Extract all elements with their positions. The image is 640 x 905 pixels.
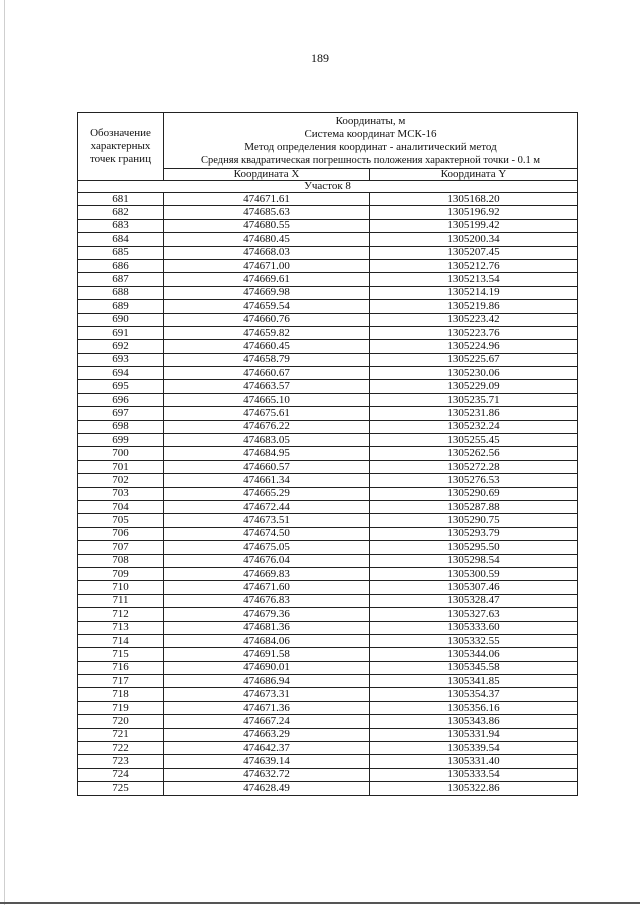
table-row: [78, 206, 578, 219]
table-row: [78, 648, 578, 661]
point-number-cell: 696: [78, 393, 164, 406]
table-row: [78, 313, 578, 326]
point-number-cell: 701: [78, 460, 164, 473]
header-left-line: Обозначение: [90, 127, 151, 139]
coordinate-y-cell: 1305341.85: [370, 675, 578, 688]
coordinate-x-cell: 474679.36: [164, 608, 370, 621]
table-row: [78, 447, 578, 460]
coordinate-x-cell: 474671.61: [164, 193, 370, 206]
coordinate-y-cell: 1305213.54: [370, 273, 578, 286]
page-number: 189: [311, 51, 329, 65]
coordinate-x-cell: 474663.29: [164, 728, 370, 741]
coordinate-y-cell: 1305207.45: [370, 246, 578, 259]
point-number-cell: 687: [78, 273, 164, 286]
table-row: [78, 701, 578, 714]
coordinate-y-cell: 1305298.54: [370, 554, 578, 567]
coordinate-x-cell: 474675.61: [164, 407, 370, 420]
coordinate-y-cell: 1305332.55: [370, 634, 578, 647]
coordinate-y-cell: 1305232.24: [370, 420, 578, 433]
point-number-cell: 707: [78, 541, 164, 554]
point-number-cell: 685: [78, 246, 164, 259]
table-row: [78, 219, 578, 232]
coordinate-y-cell: 1305328.47: [370, 594, 578, 607]
table-row: [78, 782, 578, 795]
coordinate-y-cell: 1305168.20: [370, 193, 578, 206]
point-number-cell: 691: [78, 326, 164, 339]
coordinate-x-cell: 474671.00: [164, 259, 370, 272]
point-number-cell: 703: [78, 487, 164, 500]
coordinate-y-cell: 1305200.34: [370, 233, 578, 246]
coordinate-x-cell: 474639.14: [164, 755, 370, 768]
coordinate-x-cell: 474668.03: [164, 246, 370, 259]
coordinate-x-cell: 474671.36: [164, 701, 370, 714]
coordinate-y-cell: 1305272.28: [370, 460, 578, 473]
coordinate-x-cell: 474683.05: [164, 434, 370, 447]
coordinate-x-cell: 474681.36: [164, 621, 370, 634]
coordinate-y-cell: 1305333.54: [370, 768, 578, 781]
point-number-cell: 700: [78, 447, 164, 460]
coordinate-y-cell: 1305255.45: [370, 434, 578, 447]
table-row: [78, 581, 578, 594]
coordinate-y-cell: 1305235.71: [370, 393, 578, 406]
point-number-cell: 694: [78, 367, 164, 380]
point-number-cell: 723: [78, 755, 164, 768]
coordinate-y-cell: 1305339.54: [370, 742, 578, 755]
coordinate-x-cell: 474690.01: [164, 661, 370, 674]
coordinate-y-cell: 1305300.59: [370, 567, 578, 580]
table-header-row: [78, 113, 578, 169]
coordinate-y-cell: 1305327.63: [370, 608, 578, 621]
coordinate-y-cell: 1305331.94: [370, 728, 578, 741]
table-row: [78, 407, 578, 420]
table-row: [78, 567, 578, 580]
point-number-cell: 686: [78, 259, 164, 272]
point-number-cell: 702: [78, 474, 164, 487]
table-row: [78, 233, 578, 246]
coordinate-x-cell: 474660.76: [164, 313, 370, 326]
coordinate-x-cell: 474661.34: [164, 474, 370, 487]
table-row: [78, 300, 578, 313]
table-row: [78, 193, 578, 206]
section-row: [78, 181, 578, 193]
coordinate-y-cell: 1305343.86: [370, 715, 578, 728]
coordinate-y-header: Координата Y: [370, 169, 578, 181]
point-number-cell: 721: [78, 728, 164, 741]
table-row: [78, 420, 578, 433]
coordinate-x-cell: 474667.24: [164, 715, 370, 728]
coordinate-y-cell: 1305307.46: [370, 581, 578, 594]
coordinate-y-cell: 1305199.42: [370, 219, 578, 232]
coordinate-x-cell: 474673.31: [164, 688, 370, 701]
coordinate-x-cell: 474674.50: [164, 527, 370, 540]
coordinate-x-cell: 474671.60: [164, 581, 370, 594]
table-row: [78, 621, 578, 634]
coordinate-y-cell: 1305223.42: [370, 313, 578, 326]
point-number-cell: 688: [78, 286, 164, 299]
point-number-cell: 693: [78, 353, 164, 366]
point-number-cell: 697: [78, 407, 164, 420]
point-number-cell: 684: [78, 233, 164, 246]
coordinate-x-cell: 474676.04: [164, 554, 370, 567]
point-number-cell: 706: [78, 527, 164, 540]
table-row: [78, 434, 578, 447]
point-number-cell: 725: [78, 782, 164, 795]
coordinate-y-cell: 1305344.06: [370, 648, 578, 661]
point-number-cell: 690: [78, 313, 164, 326]
coordinate-y-cell: 1305262.56: [370, 447, 578, 460]
point-number-cell: 713: [78, 621, 164, 634]
page-bottom-edge: [0, 902, 640, 904]
coordinate-y-cell: 1305293.79: [370, 527, 578, 540]
point-number-cell: 695: [78, 380, 164, 393]
coordinate-x-cell: 474676.83: [164, 594, 370, 607]
point-number-cell: 689: [78, 300, 164, 313]
coordinate-x-cell: 474669.61: [164, 273, 370, 286]
point-number-cell: 718: [78, 688, 164, 701]
table-row: [78, 273, 578, 286]
point-number-cell: 708: [78, 554, 164, 567]
point-number-cell: 722: [78, 742, 164, 755]
coordinate-x-cell: 474642.37: [164, 742, 370, 755]
coordinate-x-cell: 474660.67: [164, 367, 370, 380]
page-edge-line: [4, 0, 5, 905]
coordinate-x-cell: 474658.79: [164, 353, 370, 366]
table-row: [78, 768, 578, 781]
table-row: [78, 661, 578, 674]
header-right-line: Метод определения координат - аналитический метод: [244, 140, 497, 153]
coordinate-x-cell: 474672.44: [164, 500, 370, 513]
table-row: [78, 594, 578, 607]
coordinate-x-cell: 474628.49: [164, 782, 370, 795]
coordinate-y-cell: 1305212.76: [370, 259, 578, 272]
coordinate-y-cell: 1305290.75: [370, 514, 578, 527]
point-designation-header: [78, 113, 164, 181]
point-number-cell: 698: [78, 420, 164, 433]
table-row: [78, 541, 578, 554]
coordinates-table: [77, 112, 578, 796]
coordinate-y-cell: 1305229.09: [370, 380, 578, 393]
header-left-line: характерных: [90, 140, 151, 152]
point-number-cell: 715: [78, 648, 164, 661]
table-row: [78, 608, 578, 621]
table-row: [78, 514, 578, 527]
table-row: [78, 742, 578, 755]
point-number-cell: 699: [78, 434, 164, 447]
table-row: [78, 474, 578, 487]
coordinate-x-cell: 474665.29: [164, 487, 370, 500]
coordinate-x-cell: 474659.82: [164, 326, 370, 339]
coordinate-x-cell: 474669.98: [164, 286, 370, 299]
point-number-cell: 692: [78, 340, 164, 353]
coordinate-y-cell: 1305224.96: [370, 340, 578, 353]
header-right-line: Координаты, м: [335, 114, 406, 127]
coordinate-x-cell: 474676.22: [164, 420, 370, 433]
coordinate-y-cell: 1305287.88: [370, 500, 578, 513]
table-row: [78, 715, 578, 728]
coordinate-y-cell: 1305214.19: [370, 286, 578, 299]
table-row: [78, 675, 578, 688]
table-row: [78, 487, 578, 500]
coordinate-x-cell: 474680.45: [164, 233, 370, 246]
coordinate-y-cell: 1305356.16: [370, 701, 578, 714]
coordinate-y-cell: 1305295.50: [370, 541, 578, 554]
coordinate-x-cell: 474632.72: [164, 768, 370, 781]
table-row: [78, 286, 578, 299]
header-left-line: точек границ: [90, 153, 151, 165]
coordinate-y-cell: 1305231.86: [370, 407, 578, 420]
point-number-cell: 704: [78, 500, 164, 513]
point-number-cell: 709: [78, 567, 164, 580]
coordinate-x-cell: 474659.54: [164, 300, 370, 313]
table-row: [78, 340, 578, 353]
table-row: [78, 380, 578, 393]
table-row: [78, 246, 578, 259]
point-number-cell: 682: [78, 206, 164, 219]
point-number-cell: 717: [78, 675, 164, 688]
point-number-cell: 710: [78, 581, 164, 594]
coordinate-x-header: Координата X: [164, 169, 370, 181]
coordinate-x-cell: 474684.95: [164, 447, 370, 460]
table-row: [78, 755, 578, 768]
coordinate-x-cell: 474685.63: [164, 206, 370, 219]
coordinate-y-cell: 1305290.69: [370, 487, 578, 500]
point-number-cell: 724: [78, 768, 164, 781]
table-row: [78, 634, 578, 647]
header-right-line: Средняя квадратическая погрешность положения характерной точки - 0.1 м: [201, 154, 540, 166]
coordinate-x-cell: 474680.55: [164, 219, 370, 232]
coordinate-x-cell: 474669.83: [164, 567, 370, 580]
coordinate-y-cell: 1305331.40: [370, 755, 578, 768]
coordinate-y-cell: 1305223.76: [370, 326, 578, 339]
point-number-cell: 716: [78, 661, 164, 674]
coordinate-y-cell: 1305322.86: [370, 782, 578, 795]
coordinate-x-cell: 474665.10: [164, 393, 370, 406]
coordinate-x-cell: 474691.58: [164, 648, 370, 661]
point-number-cell: 712: [78, 608, 164, 621]
point-number-cell: 720: [78, 715, 164, 728]
coordinate-y-cell: 1305276.53: [370, 474, 578, 487]
coordinate-y-cell: 1305225.67: [370, 353, 578, 366]
coordinate-x-cell: 474686.94: [164, 675, 370, 688]
table-row: [78, 393, 578, 406]
point-number-cell: 714: [78, 634, 164, 647]
coordinate-y-cell: 1305333.60: [370, 621, 578, 634]
coordinate-x-cell: 474673.51: [164, 514, 370, 527]
table-row: [78, 460, 578, 473]
point-number-cell: 705: [78, 514, 164, 527]
header-right-line: Система координат МСК-16: [304, 127, 437, 140]
coordinate-x-cell: 474660.57: [164, 460, 370, 473]
table-row: [78, 688, 578, 701]
coordinate-x-cell: 474684.06: [164, 634, 370, 647]
table-row: [78, 367, 578, 380]
coordinate-y-cell: 1305354.37: [370, 688, 578, 701]
point-number-cell: 719: [78, 701, 164, 714]
table-row: [78, 259, 578, 272]
coordinate-x-cell: 474675.05: [164, 541, 370, 554]
coordinate-y-cell: 1305230.06: [370, 367, 578, 380]
table-row: [78, 728, 578, 741]
coordinate-y-cell: 1305196.92: [370, 206, 578, 219]
coordinate-x-cell: 474660.45: [164, 340, 370, 353]
table-row: [78, 500, 578, 513]
section-label: Участок 8: [78, 181, 578, 193]
point-number-cell: 681: [78, 193, 164, 206]
coordinate-y-cell: 1305219.86: [370, 300, 578, 313]
table-row: [78, 353, 578, 366]
table-row: [78, 554, 578, 567]
coordinate-y-cell: 1305345.58: [370, 661, 578, 674]
point-number-cell: 711: [78, 594, 164, 607]
point-number-cell: 683: [78, 219, 164, 232]
coordinate-x-cell: 474663.57: [164, 380, 370, 393]
coordinates-header: [164, 113, 578, 169]
table-row: [78, 326, 578, 339]
table-row: [78, 527, 578, 540]
